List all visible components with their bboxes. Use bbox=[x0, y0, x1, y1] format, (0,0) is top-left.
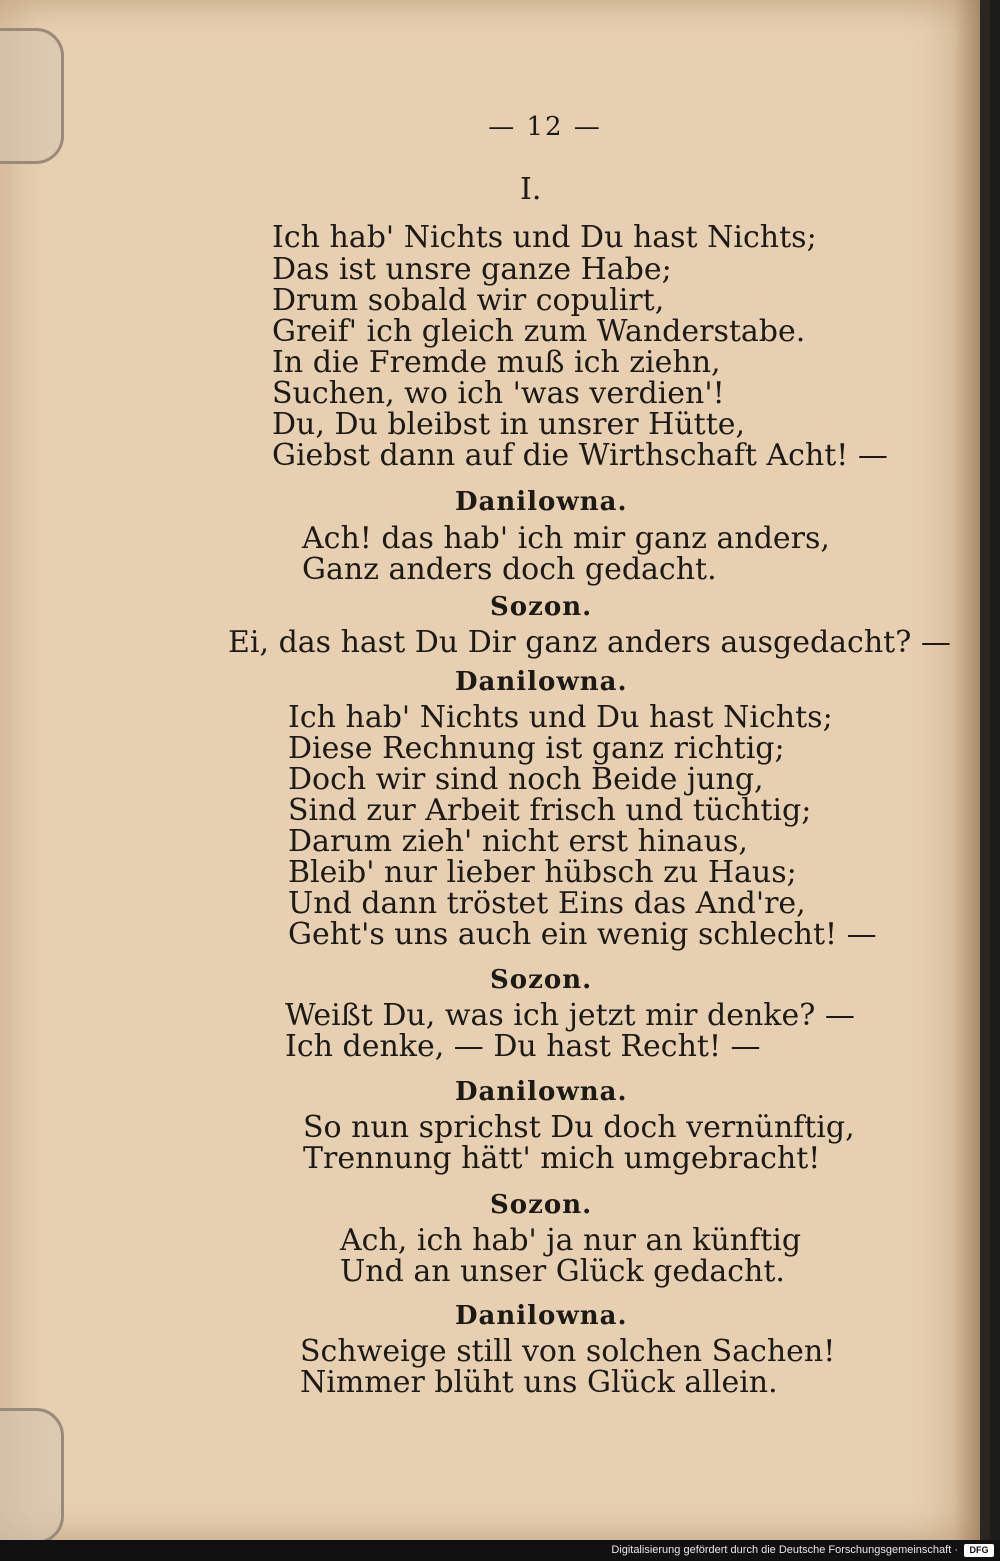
verse-line: Du, Du bleibst in unsrer Hütte, bbox=[272, 407, 746, 442]
speaker-name: Sozon. bbox=[490, 965, 593, 995]
verse-line: Ach! das hab' ich mir ganz anders, bbox=[302, 521, 830, 556]
verse-line: Drum sobald wir copulirt, bbox=[272, 283, 665, 318]
page-gutter-shadow bbox=[954, 0, 980, 1540]
verse-line: Nimmer blüht uns Glück allein. bbox=[300, 1365, 778, 1400]
verse-line: Weißt Du, was ich jetzt mir denke? — bbox=[285, 998, 855, 1033]
verse-line: Ich hab' Nichts und Du hast Nichts; bbox=[272, 220, 817, 255]
verse-line: So nun sprichst Du doch vernünftig, bbox=[303, 1110, 855, 1145]
verse-line: Diese Rechnung ist ganz richtig; bbox=[288, 731, 785, 766]
speaker-name: Danilowna. bbox=[455, 487, 628, 517]
verse-line: Schweige still von solchen Sachen! bbox=[300, 1334, 836, 1369]
speaker-name: Danilowna. bbox=[455, 1077, 628, 1107]
page-number: — 12 — bbox=[488, 112, 602, 142]
verse-line: Ich denke, — Du hast Recht! — bbox=[285, 1029, 761, 1064]
binding-clip-bottom bbox=[0, 1408, 64, 1544]
verse-line: Ich hab' Nichts und Du hast Nichts; bbox=[288, 700, 833, 735]
verse-line: Das ist unsre ganze Habe; bbox=[272, 252, 672, 287]
speaker-name: Danilowna. bbox=[455, 1301, 628, 1331]
verse-line: Trennung hätt' mich umgebracht! bbox=[303, 1141, 821, 1176]
verse-line: Und an unser Glück gedacht. bbox=[340, 1254, 785, 1289]
speaker-name: Danilowna. bbox=[455, 667, 628, 697]
speaker-name: Sozon. bbox=[490, 1190, 593, 1220]
verse-line: Greif' ich gleich zum Wanderstabe. bbox=[272, 314, 806, 349]
speaker-name: Sozon. bbox=[490, 592, 593, 622]
verse-line: Bleib' nur lieber hübsch zu Haus; bbox=[288, 855, 797, 890]
verse-line: Giebst dann auf die Wirthschaft Acht! — bbox=[272, 438, 888, 473]
verse-line: Ganz anders doch gedacht. bbox=[302, 552, 717, 587]
verse-line: In die Fremde muß ich ziehn, bbox=[272, 345, 721, 380]
verse-line: Und dann tröstet Eins das And're, bbox=[288, 886, 806, 921]
verse-line: Geht's uns auch ein wenig schlecht! — bbox=[288, 917, 877, 952]
verse-line: Ach, ich hab' ja nur an künftig bbox=[340, 1223, 802, 1258]
verse-line: Darum zieh' nicht erst hinaus, bbox=[288, 824, 748, 859]
verse-line: Ei, das hast Du Dir ganz anders ausgedacht? — bbox=[228, 625, 951, 660]
verse-line: Suchen, wo ich 'was verdien'! bbox=[272, 376, 725, 411]
binding-clip-top bbox=[0, 28, 64, 164]
footer-credit: Digitalisierung gefördert durch die Deutsche Forschungsgemeinschaft · bbox=[611, 1544, 958, 1556]
verse-line: Sind zur Arbeit frisch und tüchtig; bbox=[288, 793, 812, 828]
dfg-logo-icon: DFG bbox=[964, 1544, 994, 1557]
digitization-footer bbox=[0, 1540, 1000, 1561]
section-numeral: I. bbox=[520, 172, 542, 207]
verse-line: Doch wir sind noch Beide jung, bbox=[288, 762, 764, 797]
